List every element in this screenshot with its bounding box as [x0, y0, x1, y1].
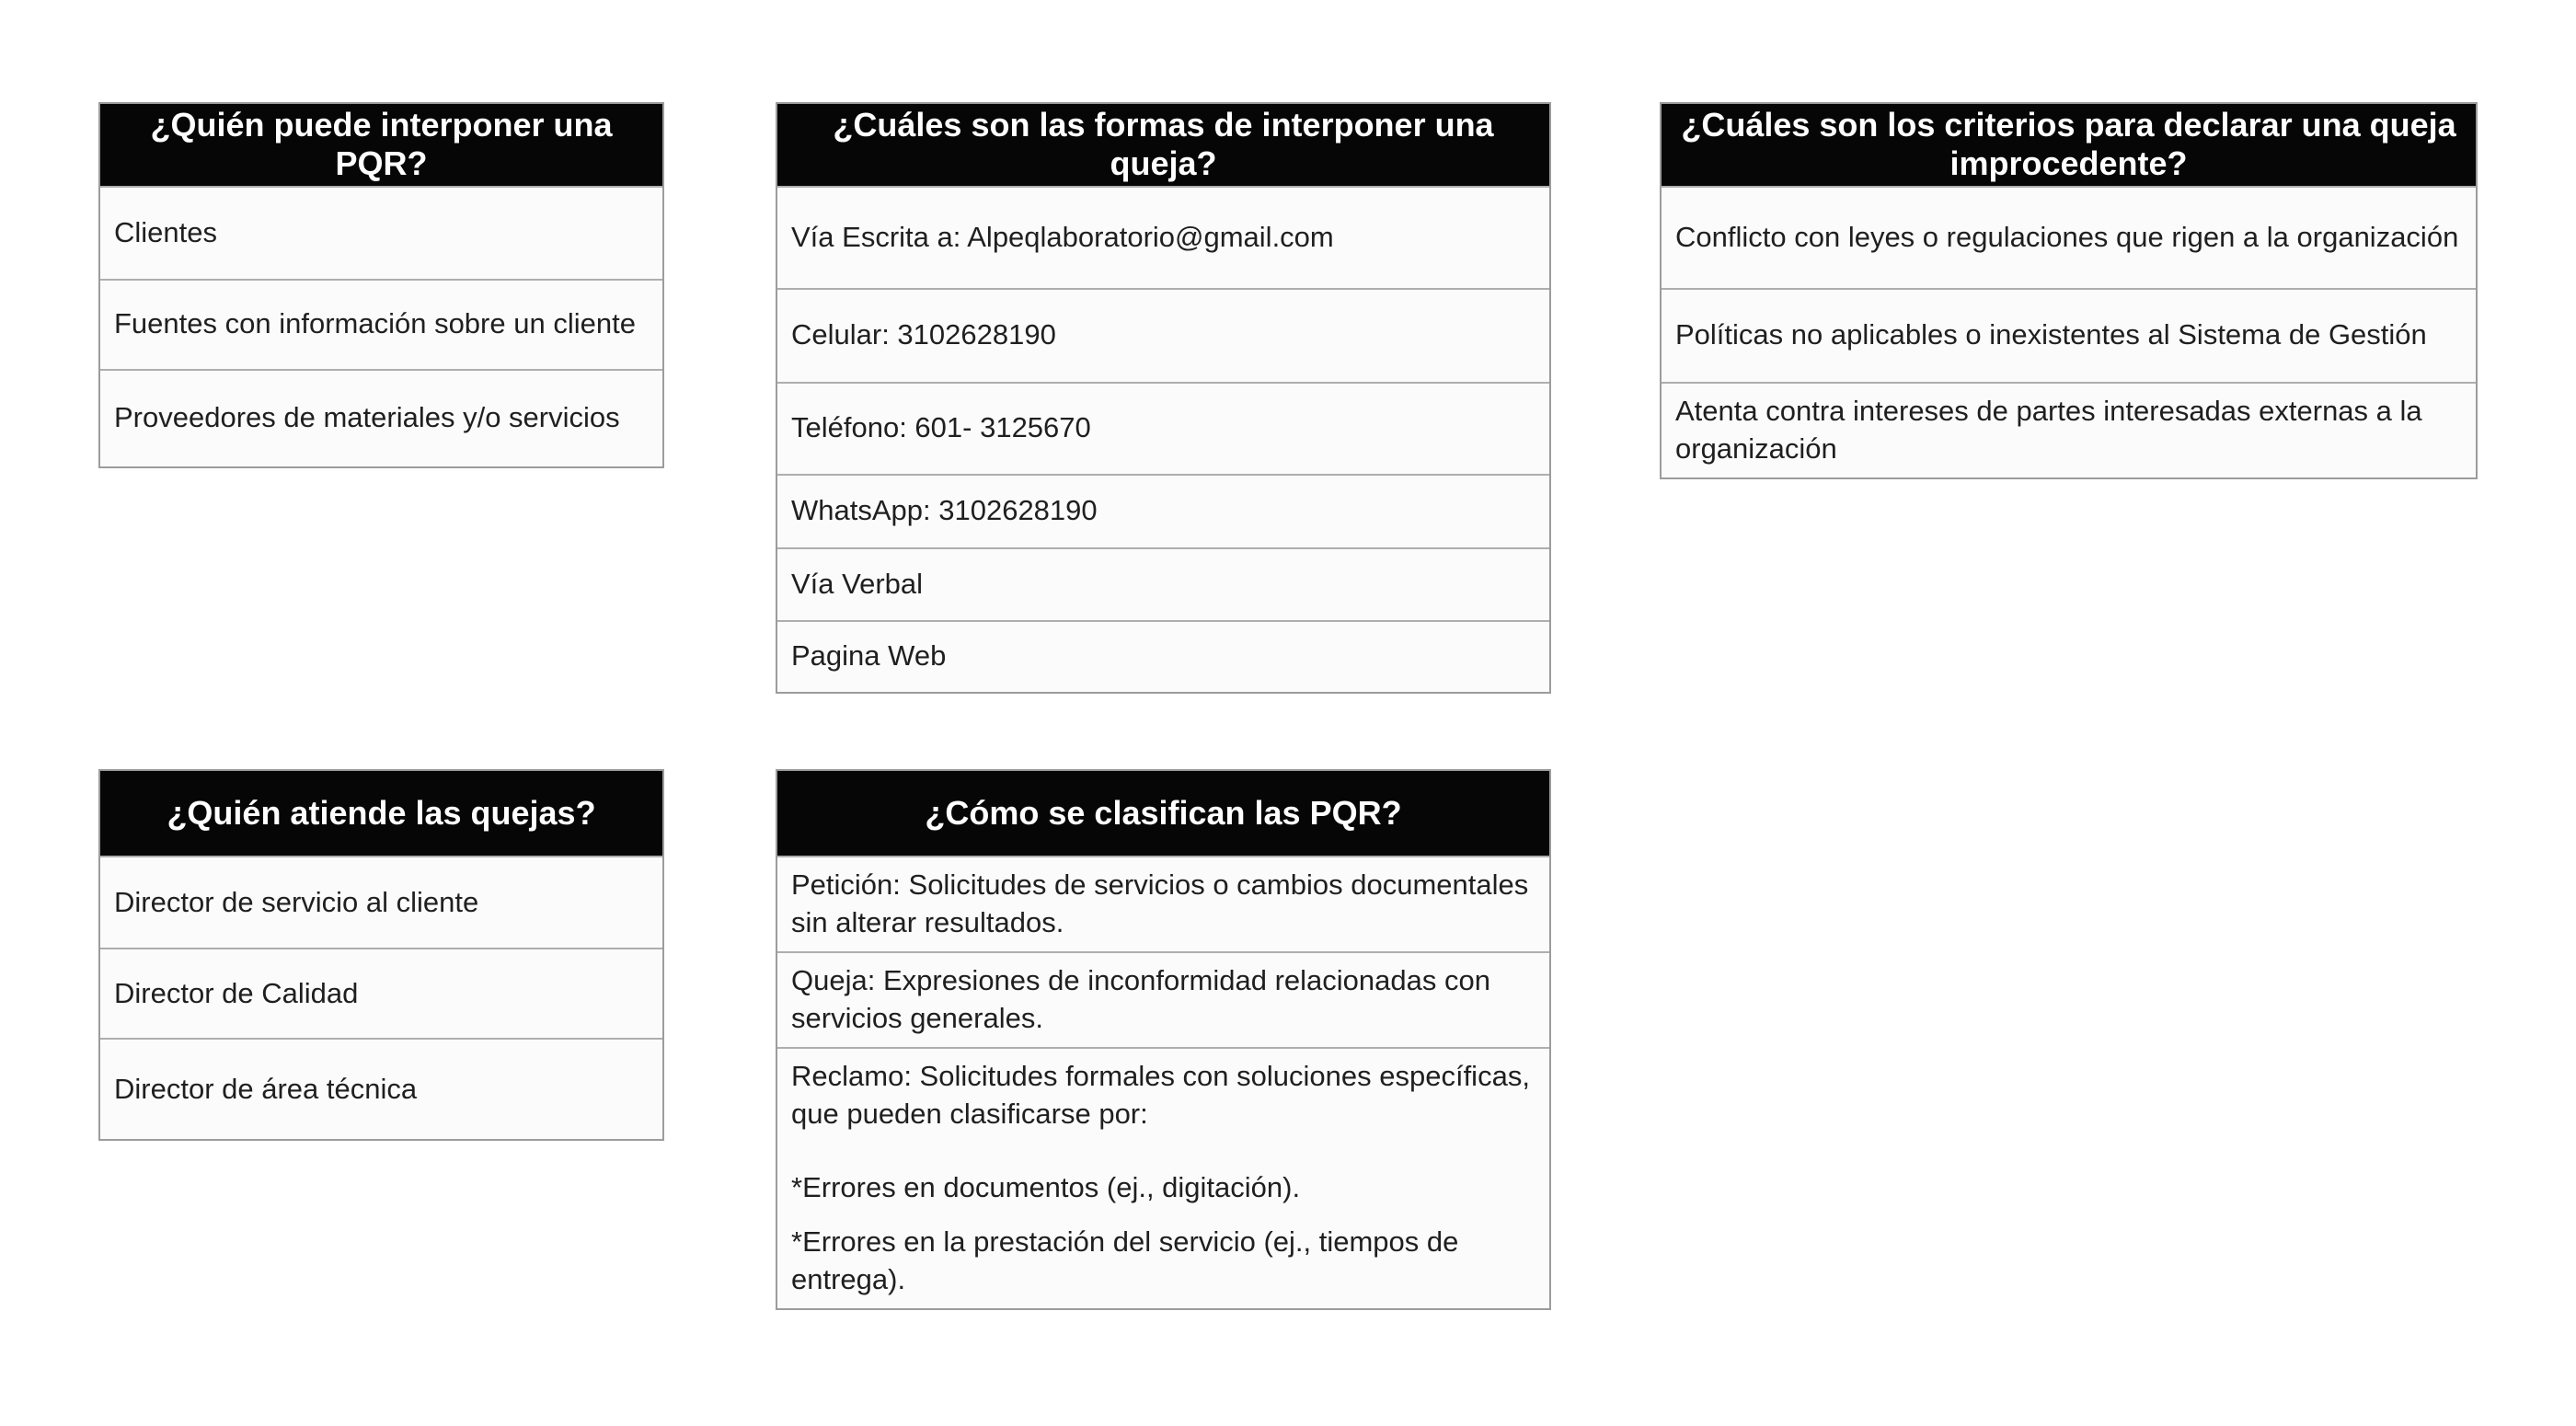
table-title: ¿Quién atiende las quejas? — [100, 771, 662, 856]
table-row — [100, 1038, 662, 1139]
table-cell-text: Teléfono: 601- 3125670 — [791, 411, 1091, 444]
faq-table-formas-de-interponer-queja — [776, 102, 1551, 694]
table-cell-text: Clientes — [114, 215, 217, 248]
table-rows — [777, 856, 1549, 1308]
faq-table-como-se-clasifican-las-pqr — [776, 769, 1551, 1310]
table-cell-text: Vía Verbal — [791, 567, 924, 600]
table-cell-text: Director de servicio al cliente — [114, 885, 479, 918]
table-row — [100, 279, 662, 369]
table-title: ¿Cuáles son las formas de interponer una queja? — [777, 104, 1549, 186]
table-row — [777, 474, 1549, 547]
faq-table-criterios-queja-improcedente — [1660, 102, 2478, 479]
table-row — [100, 856, 662, 948]
table-cell-text: Director de área técnica — [114, 1072, 418, 1105]
table-row — [777, 186, 1549, 288]
faq-table-quien-puede-interponer-pqr — [98, 102, 664, 468]
table-cell-text: Director de Calidad — [114, 976, 359, 1009]
table-rows — [100, 856, 662, 1139]
table-cell-text: Celular: 3102628190 — [791, 318, 1056, 351]
table-row — [100, 369, 662, 466]
table-cell-text: WhatsApp: 3102628190 — [791, 494, 1098, 527]
table-row — [777, 1047, 1549, 1309]
table-row — [777, 382, 1549, 474]
faq-table-quien-atiende-las-quejas — [98, 769, 664, 1141]
table-title: ¿Cómo se clasifican las PQR? — [777, 771, 1549, 856]
table-row — [100, 186, 662, 279]
table-row — [1662, 288, 2476, 382]
table-rows — [1662, 186, 2476, 477]
table-cell-text: Queja: Expresiones de inconformidad relacionadas con servicios generales. — [791, 963, 1490, 1034]
table-cell-text: Atenta contra intereses de partes interesadas externas a la organización — [1675, 394, 2422, 465]
table-cell-text: Conflicto con leyes o regulaciones que rigen a la organización — [1675, 220, 2459, 253]
table-row — [777, 547, 1549, 620]
table-cell-text: Pagina Web — [791, 639, 947, 673]
table-row — [100, 948, 662, 1038]
table-cell-text: *Errores en documentos (ej., digitación). — [791, 1171, 1301, 1204]
table-cell-text: Petición: Solicitudes de servicios o cambios documentales sin alterar resultados. — [791, 868, 1529, 938]
table-cell-text: Fuentes con información sobre un cliente — [114, 307, 636, 340]
table-cell-text: Reclamo: Solicitudes formales con soluciones específicas, que pueden clasificarse por: — [791, 1059, 1530, 1130]
table-row — [777, 856, 1549, 951]
table-cell-text: Proveedores de materiales y/o servicios — [114, 401, 620, 434]
table-row — [1662, 382, 2476, 477]
table-cell-text: Políticas no aplicables o inexistentes al Sistema de Gestión — [1675, 318, 2427, 351]
table-row — [777, 288, 1549, 382]
table-cell-text: *Errores en la prestación del servicio (ej., tiempos de entrega). — [791, 1225, 1459, 1296]
table-title: ¿Cuáles son los criterios para declarar una queja improcedente? — [1662, 104, 2476, 186]
table-rows — [100, 186, 662, 466]
table-title: ¿Quién puede interponer una PQR? — [100, 104, 662, 186]
table-cell-text: Vía Escrita a: Alpeqlaboratorio@gmail.com — [791, 220, 1334, 253]
table-row — [777, 951, 1549, 1047]
table-row — [1662, 186, 2476, 288]
table-rows — [777, 186, 1549, 692]
table-row — [777, 620, 1549, 692]
